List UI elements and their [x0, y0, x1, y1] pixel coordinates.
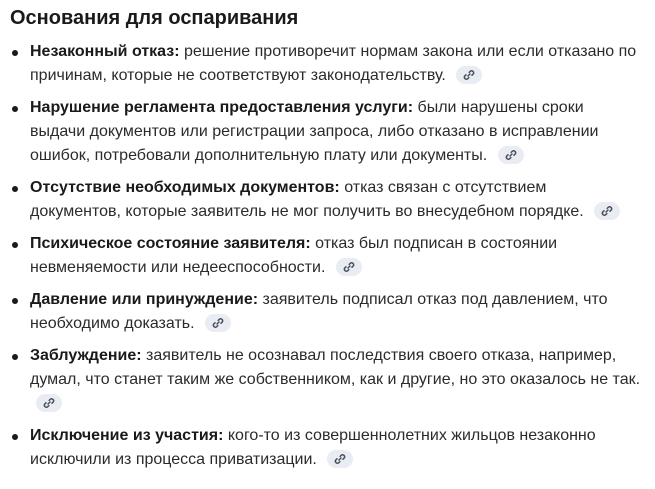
source-link-button[interactable] — [36, 394, 62, 412]
item-term: Нарушение регламента предоставления услуги: — [30, 99, 418, 116]
bullet-dot — [12, 242, 18, 248]
bullet-dot — [12, 50, 18, 56]
link-icon — [343, 261, 355, 273]
list-item — [10, 176, 641, 224]
item-description: отказ был подписан в состоянии невменяемости или недееспособности. — [30, 235, 558, 276]
item-description: отказ связан с отсутствием документов, которые заявитель не мог получить во внесудебном порядке. — [30, 179, 584, 220]
link-icon — [601, 205, 613, 217]
list-item — [10, 232, 641, 280]
bullet-dot — [12, 354, 18, 360]
source-link-button[interactable] — [456, 66, 482, 84]
bullet-dot — [12, 434, 18, 440]
item-description: заявитель не осознавал последствия своего отказа, например, думал, что станет таким же собственником, как и другие, но это оказалось не так. — [30, 347, 641, 388]
item-term: Незаконный отказ: — [30, 43, 184, 60]
item-term: Психическое состояние заявителя: — [30, 235, 316, 252]
list-item — [10, 96, 641, 168]
item-description: кого-то из совершеннолетних жильцов незаконно исключили из процесса приватизации. — [30, 427, 596, 468]
link-icon — [505, 149, 517, 161]
link-icon — [463, 69, 475, 81]
item-description: решение противоречит нормам закона или если отказано по причинам, которые не соответствуют законодательству. — [30, 43, 637, 84]
bullet-dot — [12, 106, 18, 112]
grounds-list — [10, 40, 641, 472]
list-item — [10, 40, 641, 88]
list-item — [10, 424, 641, 472]
section-heading: Основания для оспаривания — [10, 7, 299, 29]
item-description: заявитель подписал отказ под давлением, что необходимо доказать. — [30, 291, 608, 332]
link-icon — [334, 453, 346, 465]
item-term: Отсутствие необходимых документов: — [30, 179, 345, 196]
source-link-button[interactable] — [205, 314, 231, 332]
source-link-button[interactable] — [327, 450, 353, 468]
source-link-button[interactable] — [594, 202, 620, 220]
bullet-dot — [12, 186, 18, 192]
item-term: Заблуждение: — [30, 347, 147, 364]
source-link-button[interactable] — [336, 258, 362, 276]
list-item — [10, 344, 641, 416]
item-term: Давление или принуждение: — [30, 291, 263, 308]
source-link-button[interactable] — [498, 146, 524, 164]
list-item — [10, 288, 641, 336]
link-icon — [43, 397, 55, 409]
link-icon — [212, 317, 224, 329]
bullet-dot — [12, 298, 18, 304]
item-description: были нарушены сроки выдачи документов или регистрации запроса, либо отказано в исправлении ошибок, потребовали дополнительную плату или документы. — [30, 99, 599, 164]
item-term: Исключение из участия: — [30, 427, 228, 444]
